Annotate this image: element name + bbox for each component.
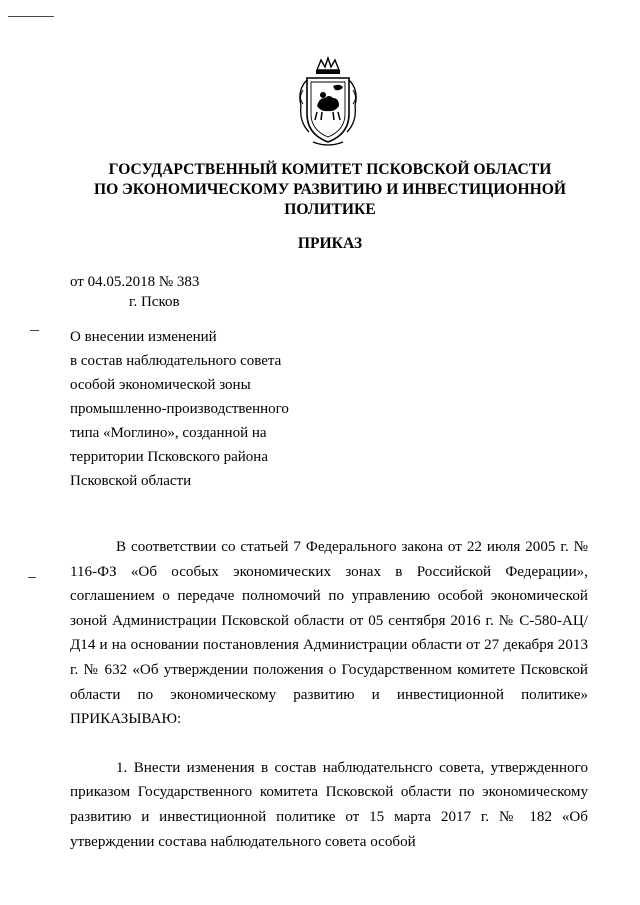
subject-line: типа «Моглино», созданной на	[70, 425, 267, 441]
issuer-line-1: ГОСУДАРСТВЕННЫЙ КОМИТЕТ ПСКОВСКОЙ ОБЛАСТИ	[108, 161, 552, 178]
issuer-line-2: ПО ЭКОНОМИЧЕСКОМУ РАЗВИТИЮ И ИНВЕСТИЦИОННОЙ	[93, 181, 567, 198]
scan-mark-left-2	[28, 577, 36, 578]
order-item-1: 1. Внести изменения в состав наблюдательнсго совета, утвержденного приказом Государственного комитета Псковской области по экономическому развитию и инвестиционной политике от 15 марта 2017 г. № 182 «Об утверждении состава наблюдательного совета особой	[70, 759, 588, 850]
subject-line: О внесении изменений	[70, 329, 217, 345]
subject-line: Псковской области	[70, 473, 192, 489]
document-type-title: ПРИКАЗ	[297, 235, 363, 252]
subject-line: в состав наблюдательного совета	[70, 353, 282, 369]
scan-mark-top	[8, 16, 54, 17]
document-body	[70, 535, 588, 854]
subject-line: особой экономической зоны	[70, 377, 251, 393]
coat-of-arms-emblem	[295, 56, 361, 150]
document-subject	[70, 325, 289, 493]
scan-mark-left-1	[30, 330, 39, 331]
issuer-header	[60, 160, 600, 220]
date-number-line: от 04.05.2018 № 383	[70, 274, 200, 290]
preamble-paragraph: В соответствии со статьей 7 Федерального закона от 22 июля 2005 г. № 116-ФЗ «Об особых экономических зонах в Российской Федерации», соглашением о передаче полномочий по управлению особой экономической зоной Администрации Псковской области от 05 сентября 2016 г. № С-580-АЦ/Д14 и на основании постановления Администрации области от 27 декабря 2013 г. № 632 «Об утверждении положения о Государственном комитете Псковской области по экономическому развитию и инвестиционной политике» ПРИКАЗЫВАЮ:	[70, 539, 588, 728]
subject-line: промышленно-производственного	[70, 401, 289, 417]
issuer-line-3: ПОЛИТИКЕ	[284, 201, 376, 218]
city-line: г. Псков	[129, 294, 180, 310]
subject-line: территории Псковского района	[70, 449, 268, 465]
document-meta	[70, 272, 199, 312]
